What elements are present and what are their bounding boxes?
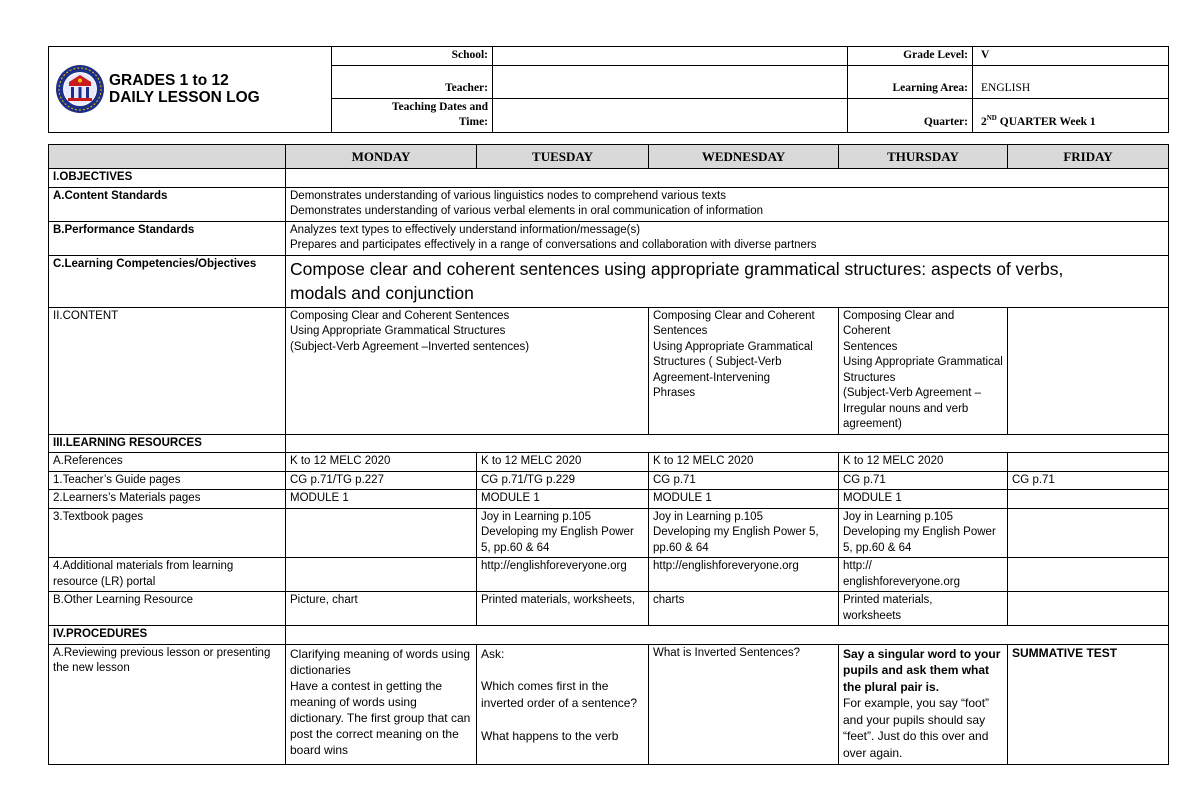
lm-wednesday[interactable]: MODULE 1 <box>649 490 839 509</box>
day-header-friday: FRIDAY <box>1008 145 1169 169</box>
spacer <box>481 712 644 728</box>
learning-competencies-value[interactable] <box>286 255 1169 307</box>
other-resource-line: worksheets <box>843 609 902 622</box>
performance-standards-value[interactable] <box>286 221 1169 255</box>
content-label: II.CONTENT <box>49 307 286 434</box>
content-line: Sentences <box>653 325 708 337</box>
content-line: Structures ( Subject-Verb <box>653 356 782 368</box>
other-thursday[interactable] <box>839 592 1008 626</box>
day-header-wednesday: WEDNESDAY <box>649 145 839 169</box>
quarter-number: 2 <box>981 116 987 128</box>
content-standard-line: Demonstrates understanding of various verbal elements in oral communication of information <box>290 205 764 217</box>
section-procedures-blank <box>286 626 1169 645</box>
teaching-dates-label-line1: Teaching Dates and <box>391 100 488 113</box>
textbook-line: Joy in Learning p.105 <box>843 510 953 523</box>
spacer <box>481 663 644 679</box>
learning-competencies-label: C.Learning Competencies/Objectives <box>49 255 286 307</box>
textbook-monday[interactable] <box>286 508 477 558</box>
content-line: Using Appropriate Grammatical <box>843 356 1003 368</box>
references-monday[interactable]: K to 12 MELC 2020 <box>286 453 477 472</box>
day-header-tuesday: TUESDAY <box>477 145 649 169</box>
other-wednesday[interactable] <box>649 592 839 626</box>
log-title <box>109 72 260 106</box>
learning-area-value[interactable]: ENGLISH <box>973 65 1169 98</box>
content-line: Using Appropriate Grammatical <box>653 340 813 353</box>
content-standards-value[interactable] <box>286 187 1169 221</box>
teacher-value[interactable] <box>493 65 848 98</box>
grade-level-value[interactable]: V <box>973 47 1169 66</box>
review-friday[interactable]: SUMMATIVE TEST <box>1008 644 1169 764</box>
textbook-line: Joy in Learning p.105 <box>653 510 763 523</box>
competency-line: modals and conjunction <box>290 282 474 303</box>
references-thursday[interactable]: K to 12 MELC 2020 <box>839 453 1008 472</box>
textbook-pages-label: 3.Textbook pages <box>49 508 286 558</box>
additional-friday[interactable] <box>1008 558 1169 592</box>
tg-wednesday[interactable]: CG p.71 <box>649 471 839 490</box>
references-friday[interactable] <box>1008 453 1169 472</box>
review-example: For example, you say “foot” and your pupils should say “feet”. Just do this over and over again. <box>843 696 990 760</box>
quarter-rest: QUARTER Week 1 <box>996 116 1096 128</box>
references-tuesday[interactable]: K to 12 MELC 2020 <box>477 453 649 472</box>
other-resource-line: charts <box>653 594 685 606</box>
review-wednesday[interactable]: What is Inverted Sentences? <box>649 644 839 764</box>
review-ask: Ask: <box>481 646 505 661</box>
content-standards-label: A.Content Standards <box>49 187 286 221</box>
days-header-row <box>49 145 1169 169</box>
content-friday[interactable] <box>1008 307 1169 434</box>
additional-tuesday[interactable] <box>477 558 649 592</box>
lm-friday[interactable] <box>1008 490 1169 509</box>
content-line: Composing Clear and Coherent <box>843 309 955 337</box>
textbook-line: Joy in Learning p.105 <box>481 510 591 523</box>
textbook-wednesday[interactable] <box>649 508 839 558</box>
teaching-dates-label <box>332 98 493 132</box>
learners-materials-label: 2.Learners’s Materials pages <box>49 490 286 509</box>
portal-link[interactable]: http://englishforeveryone.org <box>481 560 627 572</box>
content-line: Structures <box>843 371 896 384</box>
additional-monday[interactable] <box>286 558 477 592</box>
lesson-log-table <box>48 144 1169 765</box>
teaching-dates-value[interactable] <box>493 98 848 132</box>
section-learning-resources: III.LEARNING RESOURCES <box>49 434 286 453</box>
days-header-blank <box>49 145 286 169</box>
section-resources-blank <box>286 434 1169 453</box>
other-resource-line: Printed materials, worksheets, <box>481 594 636 606</box>
content-line: Phrases <box>653 387 696 399</box>
content-line: Composing Clear and Coherent <box>653 309 815 322</box>
lm-tuesday[interactable]: MODULE 1 <box>477 490 649 509</box>
portal-link[interactable]: http:// <box>843 560 872 572</box>
section-objectives: I.OBJECTIVES <box>49 169 286 188</box>
teaching-dates-label-line2: Time: <box>458 116 488 128</box>
section-objectives-blank <box>286 169 1169 188</box>
content-line: Irregular nouns and verb <box>843 402 969 415</box>
tg-tuesday[interactable]: CG p.71/TG p.229 <box>477 471 649 490</box>
quarter-suffix: ND <box>986 114 997 123</box>
portal-link[interactable]: englishforeveryone.org <box>843 575 960 588</box>
review-lesson-label: A.Reviewing previous lesson or presenting the new lesson <box>49 644 286 764</box>
content-line: (Subject-Verb Agreement –Inverted sentences) <box>290 340 530 353</box>
review-monday[interactable]: Clarifying meaning of words using dictionaries Have a contest in getting the meaning of words using dictionary. The first group that can post the correct meaning on the board wins <box>286 644 477 764</box>
review-question: Which comes first in the inverted order of a sentence? <box>481 679 638 710</box>
content-line: (Subject-Verb Agreement – <box>843 387 982 399</box>
teachers-guide-label: 1.Teacher’s Guide pages <box>49 471 286 490</box>
content-standard-line: Demonstrates understanding of various linguistics nodes to comprehend various texts <box>290 189 726 202</box>
textbook-thursday[interactable] <box>839 508 1008 558</box>
content-line: Using Appropriate Grammatical Structures <box>290 325 506 337</box>
section-procedures: IV.PROCEDURES <box>49 626 286 645</box>
log-title-line1: GRADES 1 to 12 <box>109 72 229 90</box>
review-thursday[interactable] <box>839 644 1008 764</box>
content-wednesday[interactable] <box>649 307 839 434</box>
quarter-value[interactable] <box>973 98 1169 132</box>
other-monday[interactable] <box>286 592 477 626</box>
tg-monday[interactable]: CG p.71/TG p.227 <box>286 471 477 490</box>
review-question: What happens to the verb <box>481 728 619 743</box>
other-resource-line: Picture, chart <box>290 594 358 606</box>
tg-friday[interactable]: CG p.71 <box>1008 471 1169 490</box>
textbook-line: Developing my English Power 5, pp.60 & 64 <box>481 526 634 554</box>
grade-level-label: Grade Level: <box>848 47 973 66</box>
learning-area-label: Learning Area: <box>848 65 973 98</box>
day-header-monday: MONDAY <box>286 145 477 169</box>
textbook-line: Developing my English Power 5, pp.60 & 64 <box>843 526 996 554</box>
day-header-thursday: THURSDAY <box>839 145 1008 169</box>
other-resource-line: Printed materials, <box>843 594 933 606</box>
additional-wednesday[interactable] <box>649 558 839 592</box>
quarter-label: Quarter: <box>848 98 973 132</box>
textbook-line: Developing my English Power 5, pp.60 & 64 <box>653 526 819 554</box>
school-value[interactable] <box>493 47 848 66</box>
textbook-tuesday[interactable] <box>477 508 649 558</box>
references-wednesday[interactable]: K to 12 MELC 2020 <box>649 453 839 472</box>
school-label: School: <box>332 47 493 66</box>
additional-thursday[interactable] <box>839 558 1008 592</box>
other-friday[interactable] <box>1008 592 1169 626</box>
competency-line: Compose clear and coherent sentences using appropriate grammatical structures: aspects of verbs, <box>290 258 1064 279</box>
additional-materials-label: 4.Additional materials from learning resource (LR) portal <box>49 558 286 592</box>
other-resources-label: B.Other Learning Resource <box>49 592 286 626</box>
content-line: Agreement-Intervening <box>653 371 770 384</box>
references-label: A.References <box>49 453 286 472</box>
teacher-label: Teacher: <box>332 65 493 98</box>
content-line: Sentences <box>843 340 898 353</box>
lm-thursday[interactable]: MODULE 1 <box>839 490 1008 509</box>
brand-cell <box>49 47 332 133</box>
lm-monday[interactable]: MODULE 1 <box>286 490 477 509</box>
content-thursday[interactable] <box>839 307 1008 434</box>
content-line: Composing Clear and Coherent Sentences <box>290 309 510 322</box>
review-tuesday[interactable] <box>477 644 649 764</box>
portal-link[interactable]: http://englishforeveryone.org <box>653 560 799 572</box>
content-mon-tue[interactable] <box>286 307 649 434</box>
textbook-friday[interactable] <box>1008 508 1169 558</box>
other-tuesday[interactable] <box>477 592 649 626</box>
performance-standards-label: B.Performance Standards <box>49 221 286 255</box>
deped-seal-icon <box>55 64 105 114</box>
log-title-line2: DAILY LESSON LOG <box>109 89 260 107</box>
performance-standard-line: Prepares and participates effectively in a range of conversations and collaboration with diverse partners <box>290 239 817 251</box>
performance-standard-line: Analyzes text types to effectively understand information/message(s) <box>290 223 641 236</box>
review-instruction: Say a singular word to your pupils and ask them what the plural pair is. <box>843 646 1001 694</box>
header-table <box>48 46 1169 133</box>
tg-thursday[interactable]: CG p.71 <box>839 471 1008 490</box>
content-line: agreement) <box>843 418 902 430</box>
